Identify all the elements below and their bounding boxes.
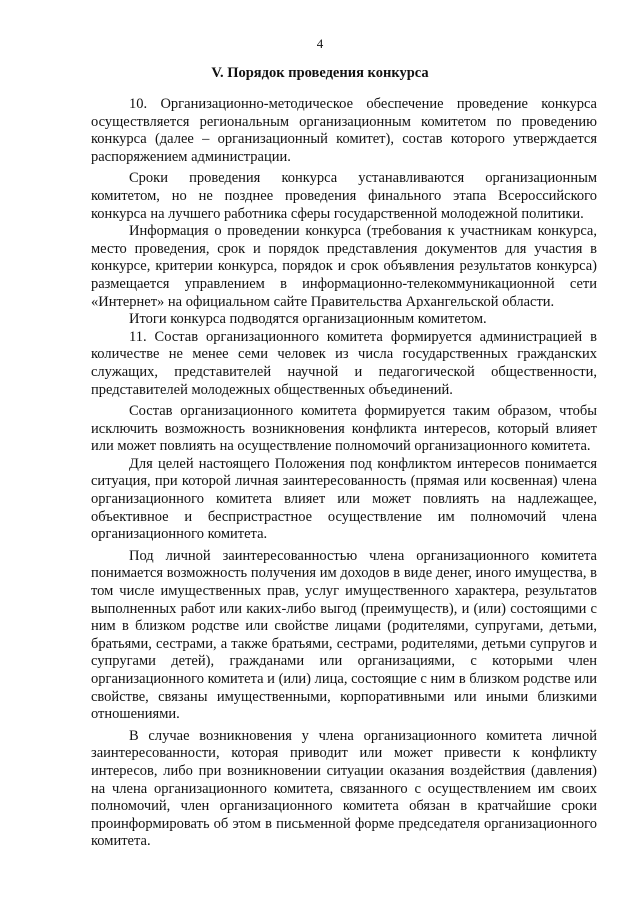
- paragraph-results: Итоги конкурса подводятся организационным комитетом.: [129, 311, 487, 328]
- paragraph-committee-composition: Состав организационного комитета формируется таким образом, чтобы исключить возможность возникновения конфликта интересов, который влияет или может повлиять на осуществление полномочий организационного комитета.: [91, 403, 597, 455]
- paragraph-notification-duty: В случае возникновения у члена организационного комитета личной заинтересованности, которая приводит или может привести к конфликту интересов, либо при возникновении ситуации оказания воздействия (давления) на члена организационного комитета, связанного с осуществлением им своих полномочий, член организационного комитета обязан в кратчайшие сроки проинформировать об этом в письменной форме председателя организационного комитета.: [91, 727, 597, 850]
- page-number: 4: [316, 36, 324, 51]
- paragraph-deadlines: Сроки проведения конкурса устанавливаются организационным комитетом, но не позднее проведения финального этапа Всероссийского конкурса на лучшего работника сферы государственной молодежной политики.: [91, 170, 597, 222]
- paragraph-10: 10. Организационно-методическое обеспечение проведение конкурса осуществляется региональным организационным комитетом по проведению конкурса (далее – организационный комитет), состав которого утверждается распоряжением администрации.: [91, 96, 597, 165]
- paragraph-conflict-of-interest: Для целей настоящего Положения под конфликтом интересов понимается ситуация, при которой личная заинтересованность (прямая или косвенная) члена организационного комитета влияет или может повлиять на надлежащее, объективное и беспристрастное осуществление им полномочий члена организационного комитета.: [91, 455, 597, 543]
- paragraph-information: Информация о проведении конкурса (требования к участникам конкурса, место проведения, срок и порядок представления документов для участия в конкурсе, критерии конкурса, порядок и срок объявления результатов конкурса) размещается управлением в информационно-телекоммуникационной сети «Интернет» на официальном сайте Правительства Архангельской области.: [91, 223, 597, 310]
- paragraph-personal-interest: Под личной заинтересованностью члена организационного комитета понимается возможность получения им доходов в виде денег, иного имущества, в том числе имущественных прав, услуг имущественного характера, результатов выполненных работ или каких-либо выгод (преимуществ), и (или) состоящими с ним в близком родстве или свойстве лицами (родителями, супругами, детьми, братьями, сестрами, а также братьями, сестрами, родителями, детьми супругов и супругами детей), гражданами или организациями, с которыми член организационного комитета и (или) лица, состоящие с ним в близком родстве или свойстве, связаны имущественными, корпоративными или иными близкими отношениями.: [91, 547, 597, 723]
- paragraph-11: 11. Состав организационного комитета формируется администрацией в количестве не менее семи человек из числа государственных гражданских служащих, представителей научной и педагогической общественности, представителей молодежных общественных объединений.: [91, 328, 597, 398]
- section-title: V. Порядок проведения конкурса: [211, 65, 429, 81]
- section-body: [91, 96, 597, 851]
